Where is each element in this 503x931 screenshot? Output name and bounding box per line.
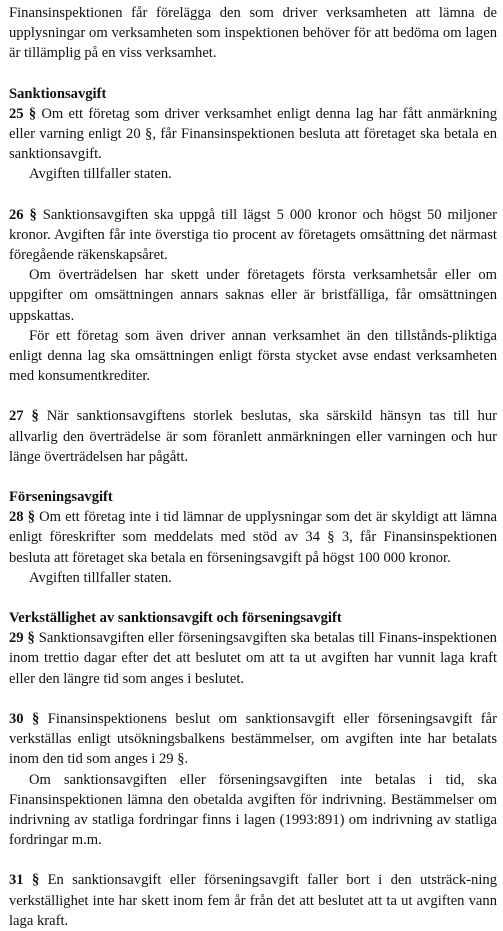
document-page <box>9 3 497 931</box>
section-31-text <box>9 870 497 931</box>
section-27 <box>9 406 497 467</box>
section-26-body: Sanktionsavgiften ska uppgå till lägst 5 000 kronor och högst 50 miljoner kronor. Avgiften får inte överstiga tio procent av företagets omsättning det närmast föregående räkenskapsåret. <box>9 206 497 264</box>
section-26-text <box>9 205 497 266</box>
section-30 <box>9 709 497 850</box>
section-28-number: 28 § <box>9 509 35 526</box>
section-26 <box>9 205 497 387</box>
section-30-number: 30 § <box>9 710 40 727</box>
intro-paragraph: Finansinspektionen får förelägga den som driver verksamheten att lämna de upplysningar om verksamheten som inspektionen behöver för att bedöma om lagen är tillämplig på en viss verksamhet. <box>9 5 497 62</box>
section-30-body: Finansinspektionens beslut om sanktionsavgift eller förseningsavgift får verkställas enligt utsökningsbalkens bestämmelser, om avgiften inte har betalats inom den tid som anges i 29 §. <box>9 710 498 768</box>
section-28-body: Om ett företag inte i tid lämnar de upplysningar som det är skyldigt att lämna enligt föreskrifter som meddelats med stöd av 34 § 3, får Finansinspektionen besluta att företaget ska betala en förseningsavgift på högst 100 000 kronor. <box>9 509 497 566</box>
section-30-paragraph-2: Om sanktionsavgiften eller förseningsavgiften inte betalas i tid, ska Finansinspektionen lämna den obetalda avgiften för indrivning. Bestämmelser om indrivning av statliga fordringar finns i lagen (1993:891) om indrivning av statliga fordringar m.m. <box>9 771 497 849</box>
section-30-text <box>9 709 497 770</box>
section-26-paragraph-3: För ett företag som även driver annan verksamhet än den tillstånds-pliktiga enligt denna lag ska omsättningen enligt första stycket avse endast verksamheten med konsumentkrediter. <box>9 327 497 385</box>
section-31-body: En sanktionsavgift eller förseningsavgift faller bort i den utsträck-ning verkställighet inte har skett inom fem år från det att beslutet att ta ut avgiften vann laga kraft. <box>9 872 497 929</box>
section-29-body: Sanktionsavgiften eller förseningsavgiften ska betalas till Finans-inspektionen inom trettio dagar efter det att beslutet om att ta ut avgiften har vunnit laga kraft eller den längre tid som anges i beslutet. <box>9 630 497 687</box>
section-25-body: Om ett företag som driver verksamhet enligt denna lag har fått anmärkning eller varning enligt 20 §, får Finansinspektionen besluta att företaget ska betala en sanktionsavgift. <box>9 105 497 163</box>
heading-forseningsavgift: Förseningsavgift <box>9 489 113 506</box>
section-25-paragraph-2: Avgiften tillfaller staten. <box>29 166 172 183</box>
heading-sanktionsavgift: Sanktionsavgift <box>9 85 107 102</box>
heading-verkstallighet: Verkställighet av sanktionsavgift och förseningsavgift <box>9 610 342 627</box>
section-25-text <box>9 104 497 165</box>
section-27-body: När sanktionsavgiftens storlek beslutas, ska särskild hänsyn tas till hur allvarlig den överträdelse är som föranlett anmärkningen eller varningen och hur länge överträdelsen har pågått. <box>9 408 497 465</box>
section-26-paragraph-2: Om överträdelsen har skett under företagets första verksamhetsår eller om uppgifter om omsättningen annars saknas eller är bristfälliga, får omsättningen uppskattas. <box>9 267 497 324</box>
section-25 <box>9 104 497 185</box>
section-29 <box>9 628 497 689</box>
section-27-text <box>9 406 497 467</box>
section-25-number: 25 § <box>9 105 37 122</box>
section-31 <box>9 870 497 931</box>
section-26-number: 26 § <box>9 206 37 223</box>
section-31-number: 31 § <box>9 872 40 889</box>
section-28-text <box>9 507 497 568</box>
section-29-number: 29 § <box>9 630 35 647</box>
section-28 <box>9 507 497 588</box>
section-28-paragraph-2: Avgiften tillfaller staten. <box>29 569 172 586</box>
section-29-text <box>9 628 497 689</box>
section-27-number: 27 § <box>9 408 39 425</box>
